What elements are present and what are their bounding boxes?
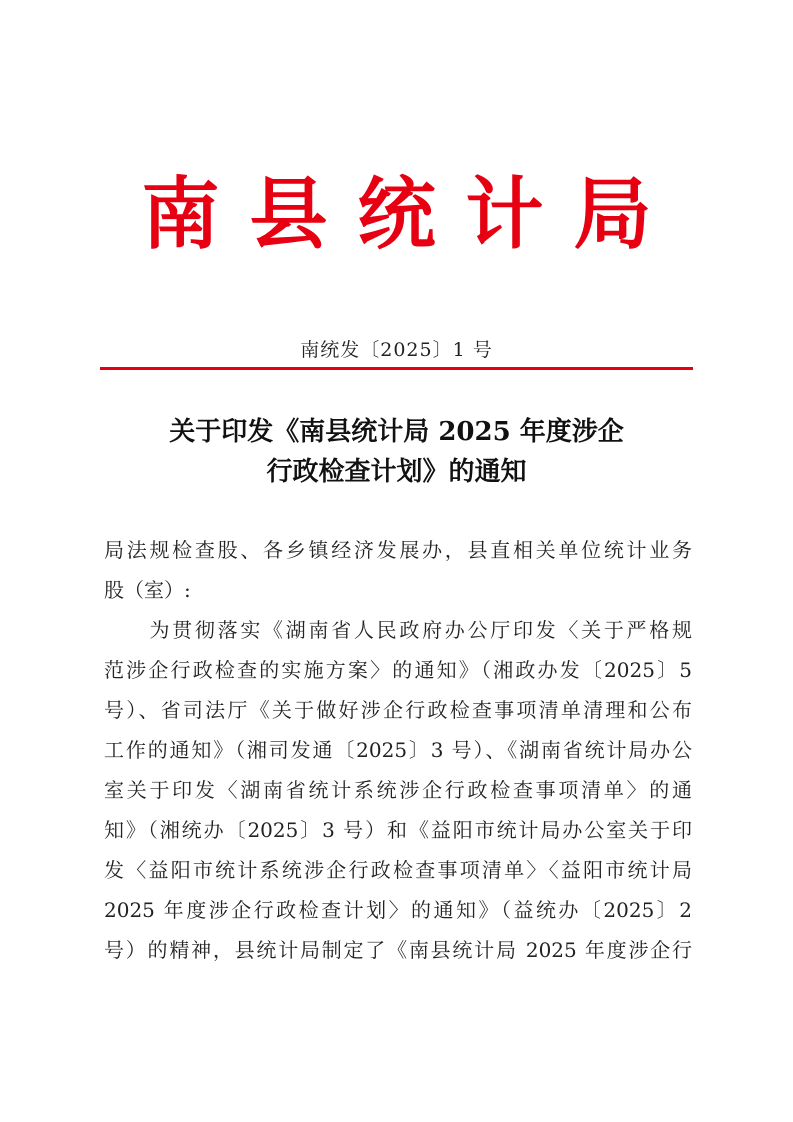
- body-line: 号）、省司法厅《关于做好涉企行政检查事项清单清理和公布: [104, 698, 692, 722]
- body-line: 工作的通知》（湘司发通〔2025〕3 号）、《湖南省统计局办公: [104, 738, 692, 762]
- notice-title-line-1: 关于印发《南县统计局 2025 年度涉企: [169, 417, 624, 447]
- body-line: 发〈益阳市统计系统涉企行政检查事项清单〉〈益阳市统计局: [104, 858, 692, 882]
- body-line: 2025 年度涉企行政检查计划〉的通知》（益统办〔2025〕2: [104, 898, 692, 922]
- body-line: 范涉企行政检查的实施方案〉的通知》（湘政办发〔2025〕5: [104, 658, 692, 682]
- notice-title-line-2: 行政检查计划》的通知: [266, 457, 527, 487]
- document-number: 南统发〔2025〕1 号: [300, 339, 493, 361]
- issuing-agency-masthead: 南县统计局: [141, 169, 682, 260]
- body-line: 号）的精神，县统计局制定了《南县统计局 2025 年度涉企行: [104, 938, 692, 962]
- red-separator-line: [100, 367, 693, 370]
- body-line: 室关于印发〈湖南省统计系统涉企行政检查事项清单〉的通: [104, 778, 692, 802]
- body-line: 股（室）:: [104, 578, 191, 602]
- body-line: 为贯彻落实《湖南省人民政府办公厅印发〈关于严格规: [104, 618, 692, 642]
- body-line: 知》（湘统办〔2025〕3 号）和《益阳市统计局办公室关于印: [104, 818, 692, 842]
- body-line: 局法规检查股、各乡镇经济发展办，县直相关单位统计业务: [104, 538, 692, 562]
